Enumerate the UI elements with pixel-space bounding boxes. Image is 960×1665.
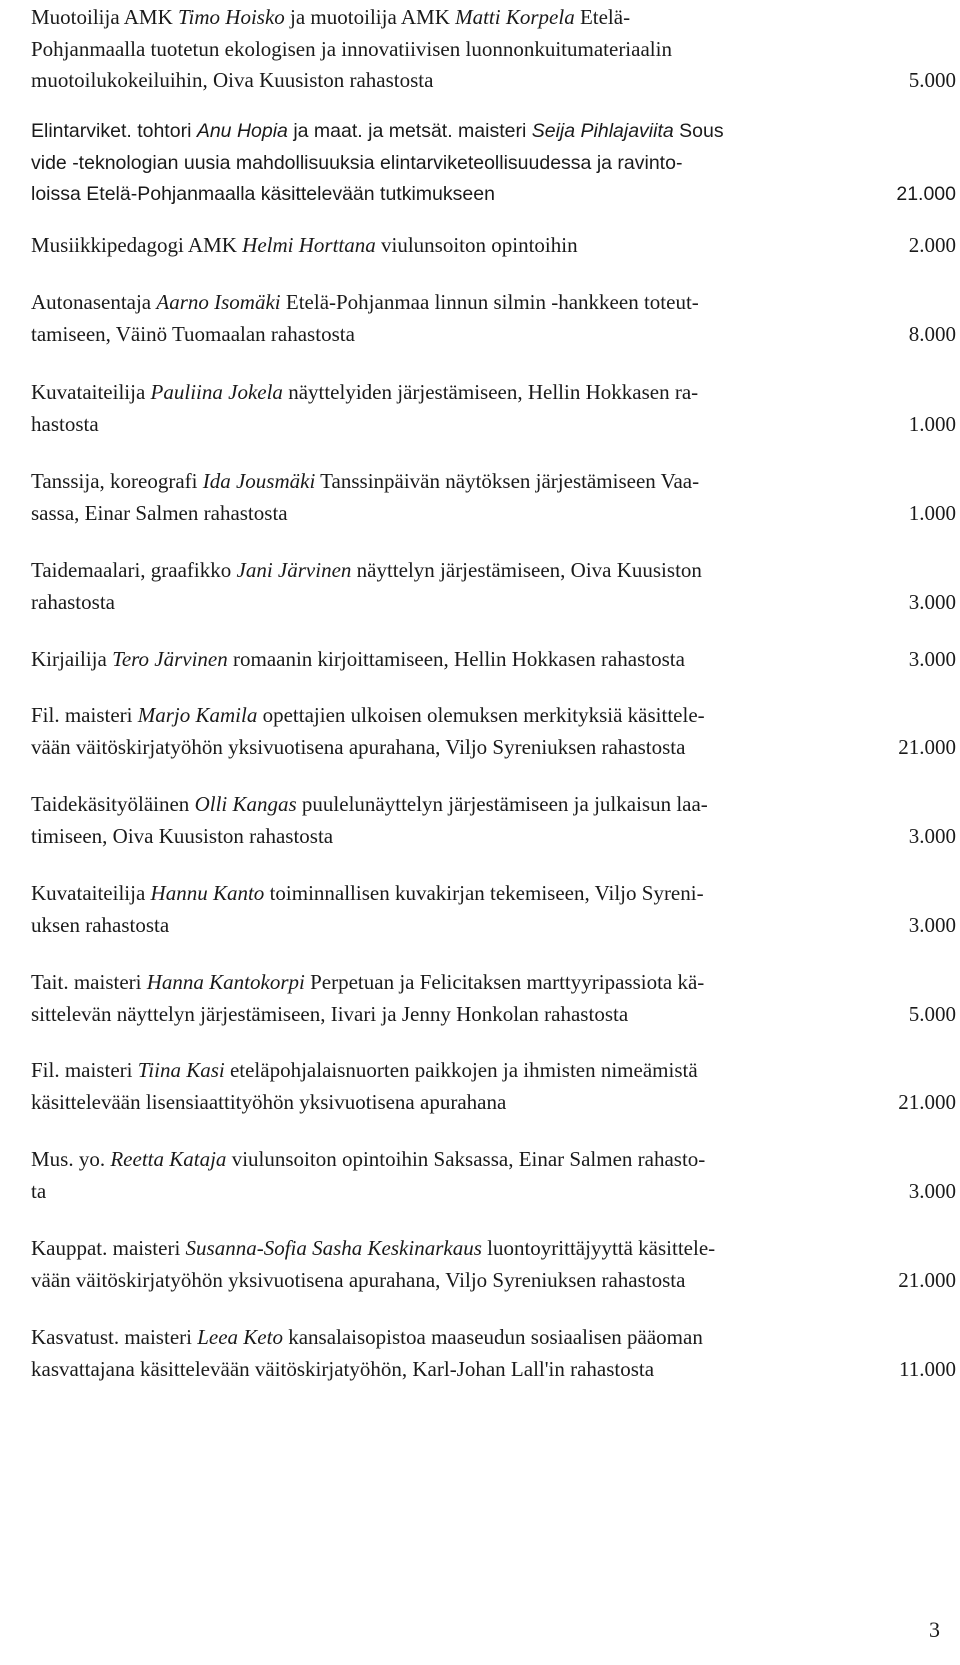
recipient-name: Pauliina Jokela — [150, 380, 283, 404]
grant-entry — [31, 700, 959, 763]
grant-entry — [31, 789, 959, 852]
grant-amount: 21.000 — [898, 734, 956, 759]
entry-line — [31, 1322, 959, 1354]
grant-entry — [31, 466, 959, 529]
entry-text: toiminnallisen kuvakirjan tekemiseen, Viljo Syreni- — [264, 881, 704, 905]
entry-line — [31, 555, 959, 587]
entry-text: kasvattajana käsittelevään väitöskirjatyöhön, Karl-Johan Lall'in rahastosta — [31, 1356, 655, 1381]
entry-line — [31, 999, 959, 1031]
recipient-name: Marjo Kamila — [137, 703, 258, 727]
entry-line — [31, 148, 959, 180]
entry-text: ta — [31, 1178, 47, 1203]
entry-line — [31, 377, 959, 409]
grant-entry — [31, 1144, 959, 1207]
recipient-name: Matti Korpela — [455, 5, 575, 29]
entry-text: Tait. maisteri — [31, 970, 147, 994]
entry-line — [31, 287, 959, 319]
grant-amount: 3.000 — [908, 823, 956, 848]
entry-line — [31, 732, 959, 764]
grant-amount: 2.000 — [908, 233, 956, 257]
entry-line — [31, 821, 959, 853]
entry-text: Mus. yo. — [31, 1147, 111, 1171]
entry-text: näyttelyn järjestämiseen, Oiva Kuusiston — [351, 558, 702, 582]
entry-text: Fil. maisteri — [31, 703, 138, 727]
grant-amount: 1.000 — [908, 500, 956, 525]
recipient-name: Olli Kangas — [194, 792, 297, 816]
entry-text: sassa, Einar Salmen rahastosta — [31, 500, 288, 525]
entry-text: Etelä-Pohjanmaa linnun silmin -hankkeen toteut- — [280, 290, 699, 314]
entry-line — [31, 1144, 959, 1176]
entry-line — [31, 116, 959, 148]
entry-text: Taidemaalari, graafikko — [31, 558, 237, 582]
entry-line — [31, 910, 959, 942]
entry-line — [31, 1265, 959, 1297]
entry-text: tamiseen, Väinö Tuomaalan rahastosta — [31, 321, 355, 346]
grant-entry — [31, 967, 959, 1030]
entry-text: Etelä- — [574, 5, 631, 29]
entry-text: Fil. maisteri — [31, 1058, 138, 1082]
grant-amount: 21.000 — [898, 1267, 956, 1292]
entry-text: kansalaisopistoa maaseudun sosiaalisen pääoman — [282, 1325, 703, 1349]
entry-line — [31, 319, 959, 351]
entry-text: näyttelyiden järjestämiseen, Hellin Hokkasen ra- — [282, 380, 699, 404]
recipient-name: Tiina Kasi — [137, 1058, 225, 1082]
entry-text: Tanssinpäivän näytöksen järjestämiseen Vaa- — [315, 469, 700, 493]
grant-entry — [31, 1055, 959, 1118]
entry-text: Sous — [673, 120, 724, 142]
recipient-name: Aarno Isomäki — [156, 290, 281, 314]
entry-line — [31, 498, 959, 530]
entry-text: Elintarviket. tohtori — [31, 120, 197, 142]
grant-amount: 21.000 — [896, 183, 956, 205]
entry-text: romaanin kirjoittamiseen, Hellin Hokkasen rahastosta — [227, 647, 685, 671]
entry-line — [31, 466, 959, 498]
entry-line — [31, 179, 959, 211]
grant-entry — [31, 230, 959, 262]
grant-entry — [31, 1233, 959, 1296]
entry-text: käsittelevään lisensiaattityöhön yksivuotisena apurahana — [31, 1089, 507, 1114]
grant-entry — [31, 287, 959, 350]
entry-text: Taidekäsityöläinen — [31, 792, 195, 816]
entry-line — [31, 878, 959, 910]
grant-entry — [31, 644, 959, 676]
entry-line — [31, 1354, 959, 1386]
entry-text: loissa Etelä-Pohjanmaalla käsittelevään tutkimukseen — [31, 183, 495, 205]
grant-amount: 21.000 — [898, 1089, 956, 1114]
recipient-name: Tero Järvinen — [112, 647, 228, 671]
recipient-name: Seija Pihlajaviita — [531, 120, 674, 142]
entry-line — [31, 409, 959, 441]
entry-text: hastosta — [31, 411, 99, 436]
entry-text: sittelevän näyttelyn järjestämiseen, Iivari ja Jenny Honkolan rahastosta — [31, 1001, 629, 1026]
entry-line — [31, 1233, 959, 1265]
grant-amount: 11.000 — [899, 1356, 956, 1381]
entry-text: vään väitöskirjatyöhön yksivuotisena apurahana, Viljo Syreniuksen rahastosta — [31, 734, 686, 759]
recipient-name: Leea Keto — [197, 1325, 283, 1349]
entry-text: rahastosta — [31, 589, 115, 614]
entry-line — [31, 2, 959, 34]
grant-amount: 5.000 — [908, 68, 956, 92]
entry-text: Kauppat. maisteri — [31, 1236, 186, 1260]
recipient-name: Helmi Horttana — [242, 233, 376, 257]
entry-text: Pohjanmaalla tuotetun ekologisen ja innovatiivisen luonnonkuitumateriaalin — [31, 36, 672, 61]
grant-entry — [31, 116, 959, 211]
recipient-name: Hannu Kanto — [150, 881, 265, 905]
grant-amount: 1.000 — [908, 411, 956, 436]
entry-line — [31, 230, 959, 262]
grant-entry — [31, 555, 959, 618]
entry-text: Kirjailija — [31, 647, 113, 671]
grant-amount: 5.000 — [908, 1001, 956, 1026]
entry-text: luontoyrittäjyyttä käsittele- — [481, 1236, 716, 1260]
grant-amount: 8.000 — [908, 321, 956, 346]
entry-line — [31, 967, 959, 999]
recipient-name: Hanna Kantokorpi — [146, 970, 305, 994]
entry-text: Autonasentaja — [31, 290, 157, 314]
entry-text: Kuvataiteilija — [31, 380, 151, 404]
entry-text: Perpetuan ja Felicitaksen marttyyripassiota kä- — [304, 970, 705, 994]
entry-line — [31, 700, 959, 732]
grant-entry — [31, 2, 959, 97]
entry-text: viulunsoiton opintoihin — [375, 233, 578, 257]
recipient-name: Ida Jousmäki — [202, 469, 316, 493]
grant-amount: 3.000 — [908, 912, 956, 937]
entry-text: Musiikkipedagogi AMK — [31, 233, 243, 257]
grant-entry — [31, 377, 959, 440]
entry-text: puulelunäyttelyn järjestämiseen ja julkaisun laa- — [296, 792, 708, 816]
entry-text: Tanssija, koreografi — [31, 469, 203, 493]
recipient-name: Jani Järvinen — [236, 558, 352, 582]
entry-text: Kasvatust. maisteri — [31, 1325, 198, 1349]
entry-text: uksen rahastosta — [31, 912, 170, 937]
entry-text: Kuvataiteilija — [31, 881, 151, 905]
entry-line — [31, 789, 959, 821]
entry-text: opettajien ulkoisen olemuksen merkityksiä käsittele- — [257, 703, 705, 727]
recipient-name: Anu Hopia — [196, 120, 288, 142]
entry-text: eteläpohjalaisnuorten paikkojen ja ihmisten nimeämistä — [224, 1058, 698, 1082]
entry-text: vään väitöskirjatyöhön yksivuotisena apurahana, Viljo Syreniuksen rahastosta — [31, 1267, 686, 1292]
recipient-name: Susanna-Sofia Sasha Keskinarkaus — [185, 1236, 482, 1260]
entry-line — [31, 644, 959, 676]
entry-line — [31, 34, 959, 66]
entry-line — [31, 587, 959, 619]
grant-amount: 3.000 — [908, 589, 956, 614]
grant-entry — [31, 1322, 959, 1385]
entry-text: vide -teknologian uusia mahdollisuuksia elintarviketeollisuudessa ja ravinto- — [31, 151, 683, 174]
grant-amount: 3.000 — [908, 647, 956, 671]
recipient-name: Timo Hoisko — [178, 5, 285, 29]
entry-text: timiseen, Oiva Kuusiston rahastosta — [31, 823, 334, 848]
entry-text: ja muotoilija AMK — [284, 5, 456, 29]
entry-text: ja maat. ja metsät. maisteri — [287, 120, 532, 142]
entry-line — [31, 1176, 959, 1208]
recipient-name: Reetta Kataja — [110, 1147, 227, 1171]
entry-text: Muotoilija AMK — [31, 5, 179, 29]
page-number: 3 — [929, 1617, 940, 1642]
entry-line — [31, 1087, 959, 1119]
entry-line — [31, 65, 959, 97]
entry-line — [31, 1055, 959, 1087]
entry-text: viulunsoiton opintoihin Saksassa, Einar Salmen rahasto- — [226, 1147, 706, 1171]
grant-entry — [31, 878, 959, 941]
entry-text: muotoilukokeiluihin, Oiva Kuusiston rahastosta — [31, 68, 434, 92]
grant-amount: 3.000 — [908, 1178, 956, 1203]
